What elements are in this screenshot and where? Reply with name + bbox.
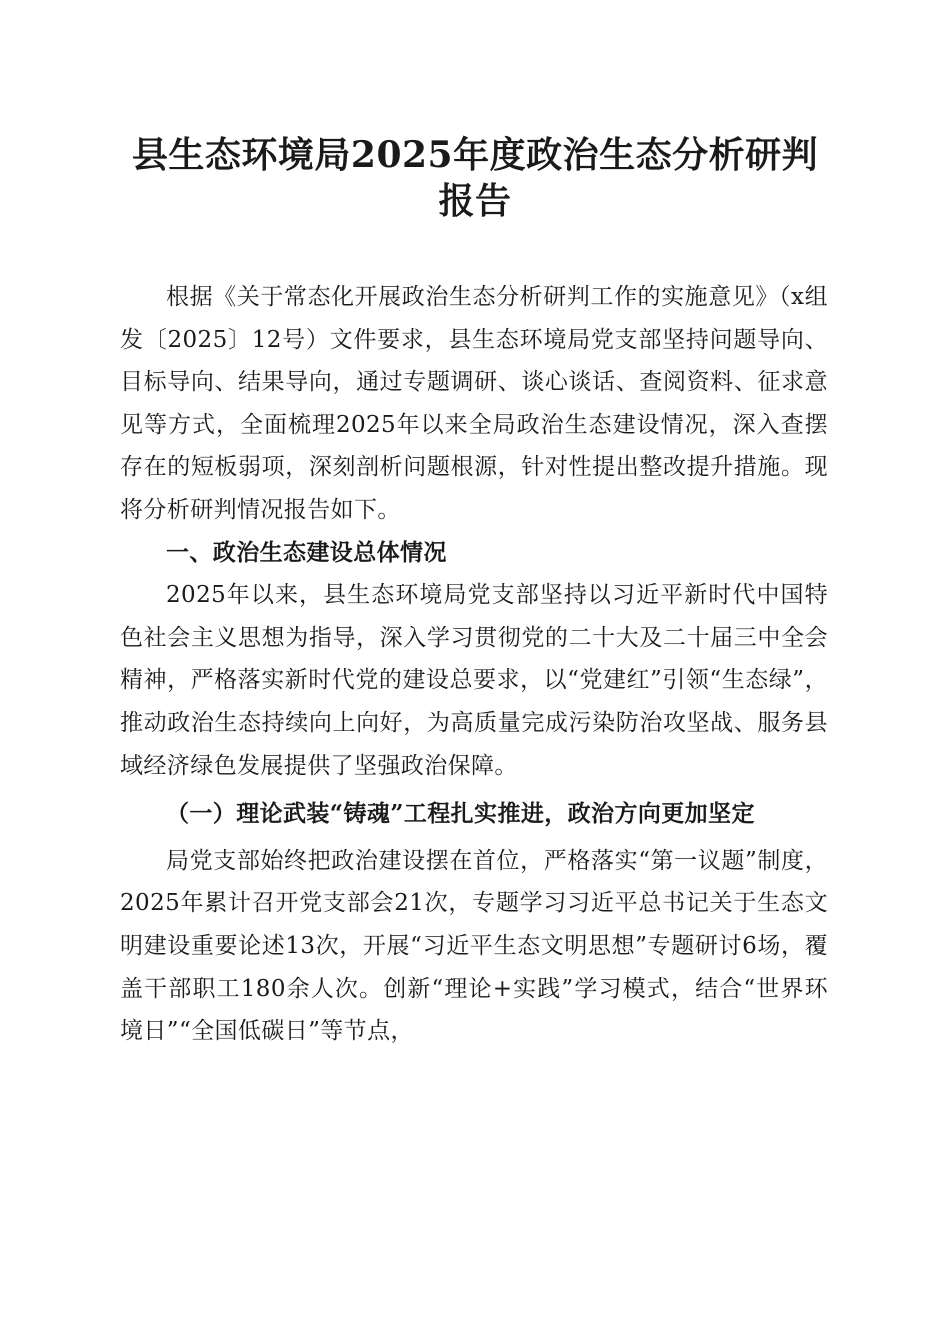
- section-heading-overall-situation: 一、政治生态建设总体情况: [166, 539, 447, 566]
- document-title: 县生态环境局2025年度政治生态分析研判报告: [131, 134, 819, 222]
- section-overall-situation-paragraph: 2025年以来，县生态环境局党支部坚持以习近平新时代中国特色社会主义思想为指导，深入学习贯彻党的二十大及二十届三中全会精神，严格落实新时代党的建设总要求，以“党建红”引领“生态绿”，推动政治生态持续向上向好，为高质量完成污染防治攻坚战、服务县域经济绿色发展提供了坚强政治保障。: [120, 582, 828, 779]
- subsection-heading-theory: （一）理论武装“铸魂”工程扎实推进，政治方向更加坚定: [166, 800, 755, 828]
- document-body: [120, 276, 828, 1053]
- intro-paragraph: 根据《关于常态化开展政治生态分析研判工作的实施意见》（x组发〔2025〕12号）文件要求，县生态环境局党支部坚持问题导向、目标导向、结果导向，通过专题调研、谈心谈话、查阅资料、征求意见等方式，全面梳理2025年以来全局政治生态建设情况，深入查摆存在的短板弱项，深刻剖析问题根源，针对性提出整改提升措施。现将分析研判情况报告如下。: [120, 284, 828, 523]
- subsection-theory-paragraph: 局党支部始终把政治建设摆在首位，严格落实“第一议题”制度，2025年累计召开党支部会21次，专题学习习近平总书记关于生态文明建设重要论述13次，开展“习近平生态文明思想”专题研讨6场，覆盖干部职工180余人次。创新“理论+实践”学习模式，结合“世界环境日”“全国低碳日”等节点，: [120, 847, 828, 1045]
